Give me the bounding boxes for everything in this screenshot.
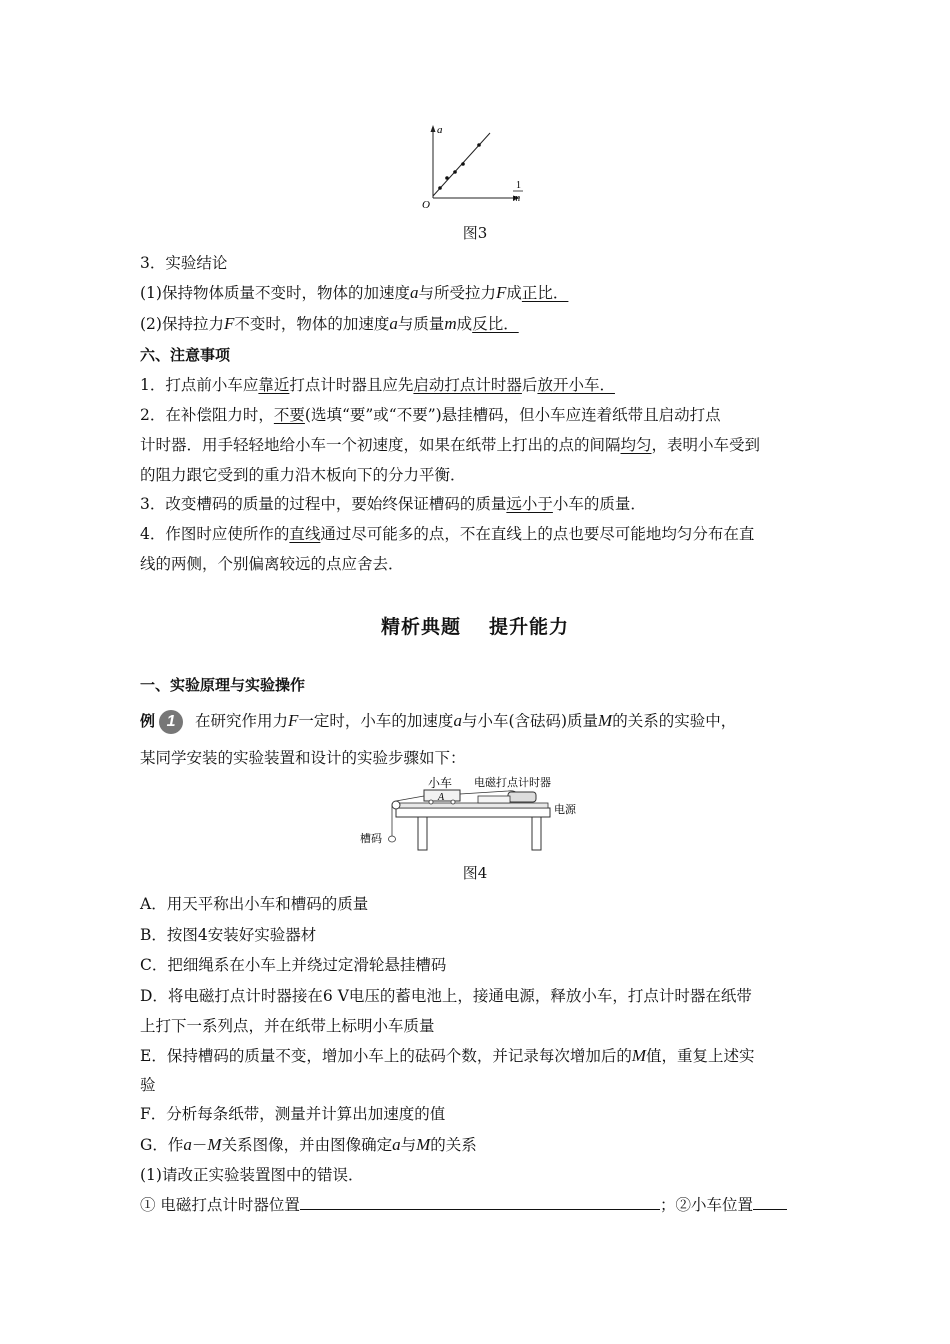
step-G: G．作a－M关系图像，并由图像确定a与M的关系: [140, 1135, 477, 1154]
data-point: [438, 186, 442, 190]
hanging-weight: [389, 836, 396, 842]
note-4: 4．作图时应使所作的直线通过尽可能多的点，不在直线上的点也要尽可能地均匀分布在直: [140, 525, 755, 543]
data-point: [453, 170, 457, 174]
step-B: B．按图4安装好实验器材: [140, 926, 317, 944]
question-1-blanks: ① 电磁打点计时器位置 ；②小车位置: [140, 1195, 812, 1215]
figure-4-caption: 图4: [462, 864, 488, 882]
note-2: 2．在补偿阻力时，不要(选填“要”或“不要”)悬挂槽码，但小车应连着纸带且启动打点: [140, 406, 721, 424]
answer-blank-car-position[interactable]: [753, 1195, 787, 1210]
note-4-cont: 线的两侧，个别偏离较远的点应舍去．: [140, 555, 404, 573]
data-point: [445, 176, 449, 180]
step-A: A．用天平称出小车和槽码的质量: [140, 895, 369, 913]
notes-heading: 六、注意事项: [140, 346, 231, 364]
table-leg-left: [418, 817, 427, 850]
figure-3-graph: [418, 120, 533, 210]
data-point: [477, 143, 481, 147]
car-wheel: [451, 800, 455, 804]
conclusion-line-1: (1)保持物体质量不变时，物体的加速度a与所受拉力F成正比．: [140, 283, 569, 302]
step-F: F．分析每条纸带，测量并计算出加速度的值: [140, 1105, 446, 1123]
note-2-cont: 计时器．用手轻轻地给小车一个初速度，如果在纸带上打出的点的间隔均匀，表明小车受到: [140, 436, 761, 454]
section-title: 精析典题 提升能力: [380, 616, 570, 638]
note-1: 1．打点前小车应靠近打点计时器且应先启动打点计时器后放开小车．: [140, 376, 615, 394]
step-D: D．将电磁打点计时器接在6 V电压的蓄电池上，接通电源，释放小车，打点计时器在纸带: [140, 987, 752, 1005]
answer-inverse-proportion: 反比．: [472, 315, 519, 333]
note-2-end: 的阻力跟它受到的重力沿木板向下的分力平衡．: [140, 466, 466, 484]
y-axis-label: a: [437, 124, 443, 136]
step-E: E．保持槽码的质量不变，增加小车上的砝码个数，并记录每次增加后的M值，重复上述实: [140, 1046, 755, 1065]
label-timer: 电磁打点计时器: [474, 777, 551, 789]
step-E-cont: 验: [140, 1076, 156, 1094]
note-3: 3．改变槽码的质量的过程中，要始终保证槽码的质量远小于小车的质量．: [140, 495, 646, 513]
data-point: [461, 162, 465, 166]
board: [398, 803, 548, 808]
table-leg-right: [532, 817, 541, 850]
pulley: [392, 801, 400, 809]
figure-4-apparatus: [358, 772, 590, 854]
timer: [508, 792, 536, 802]
conclusion-line-2: (2)保持拉力F不变时，物体的加速度a与质量m成反比．: [140, 314, 519, 333]
string-horizontal: [396, 796, 424, 801]
figure-3-caption: 图3: [462, 224, 488, 242]
example-label: 例: [140, 712, 156, 730]
label-A: A: [438, 792, 445, 803]
example-number-badge: 1: [159, 710, 183, 734]
answer-blank-timer-position[interactable]: [300, 1195, 660, 1210]
car-wheel: [429, 800, 433, 804]
label-weight: 槽码: [360, 833, 382, 845]
example-1-line-2: 某同学安装的实验装置和设计的实验步骤如下：: [140, 749, 466, 767]
timer-base: [478, 796, 510, 803]
x-axis-label-denominator: m: [513, 193, 521, 204]
label-car: 小车: [428, 776, 453, 790]
step-D-cont: 上打下一系列点，并在纸带上标明小车质量: [140, 1017, 435, 1035]
table-top: [396, 808, 550, 817]
example-1-line-1: 例 1 在研究作用力F一定时，小车的加速度a与小车(含砝码)质量M的关系的实验中，: [140, 710, 812, 734]
question-1: (1)请改正实验装置图中的错误．: [140, 1166, 364, 1184]
x-axis-label-numerator: 1: [516, 180, 521, 191]
label-power: 电源: [554, 804, 576, 816]
step-C: C．把细绳系在小车上并绕过定滑轮悬挂槽码: [140, 956, 447, 974]
subsection-heading: 一、实验原理与实验操作: [140, 676, 306, 694]
origin-label: O: [422, 199, 430, 210]
conclusion-heading: 3．实验结论: [140, 254, 228, 272]
y-axis-arrow: [431, 125, 436, 132]
answer-direct-proportion: 正比．: [521, 284, 569, 302]
